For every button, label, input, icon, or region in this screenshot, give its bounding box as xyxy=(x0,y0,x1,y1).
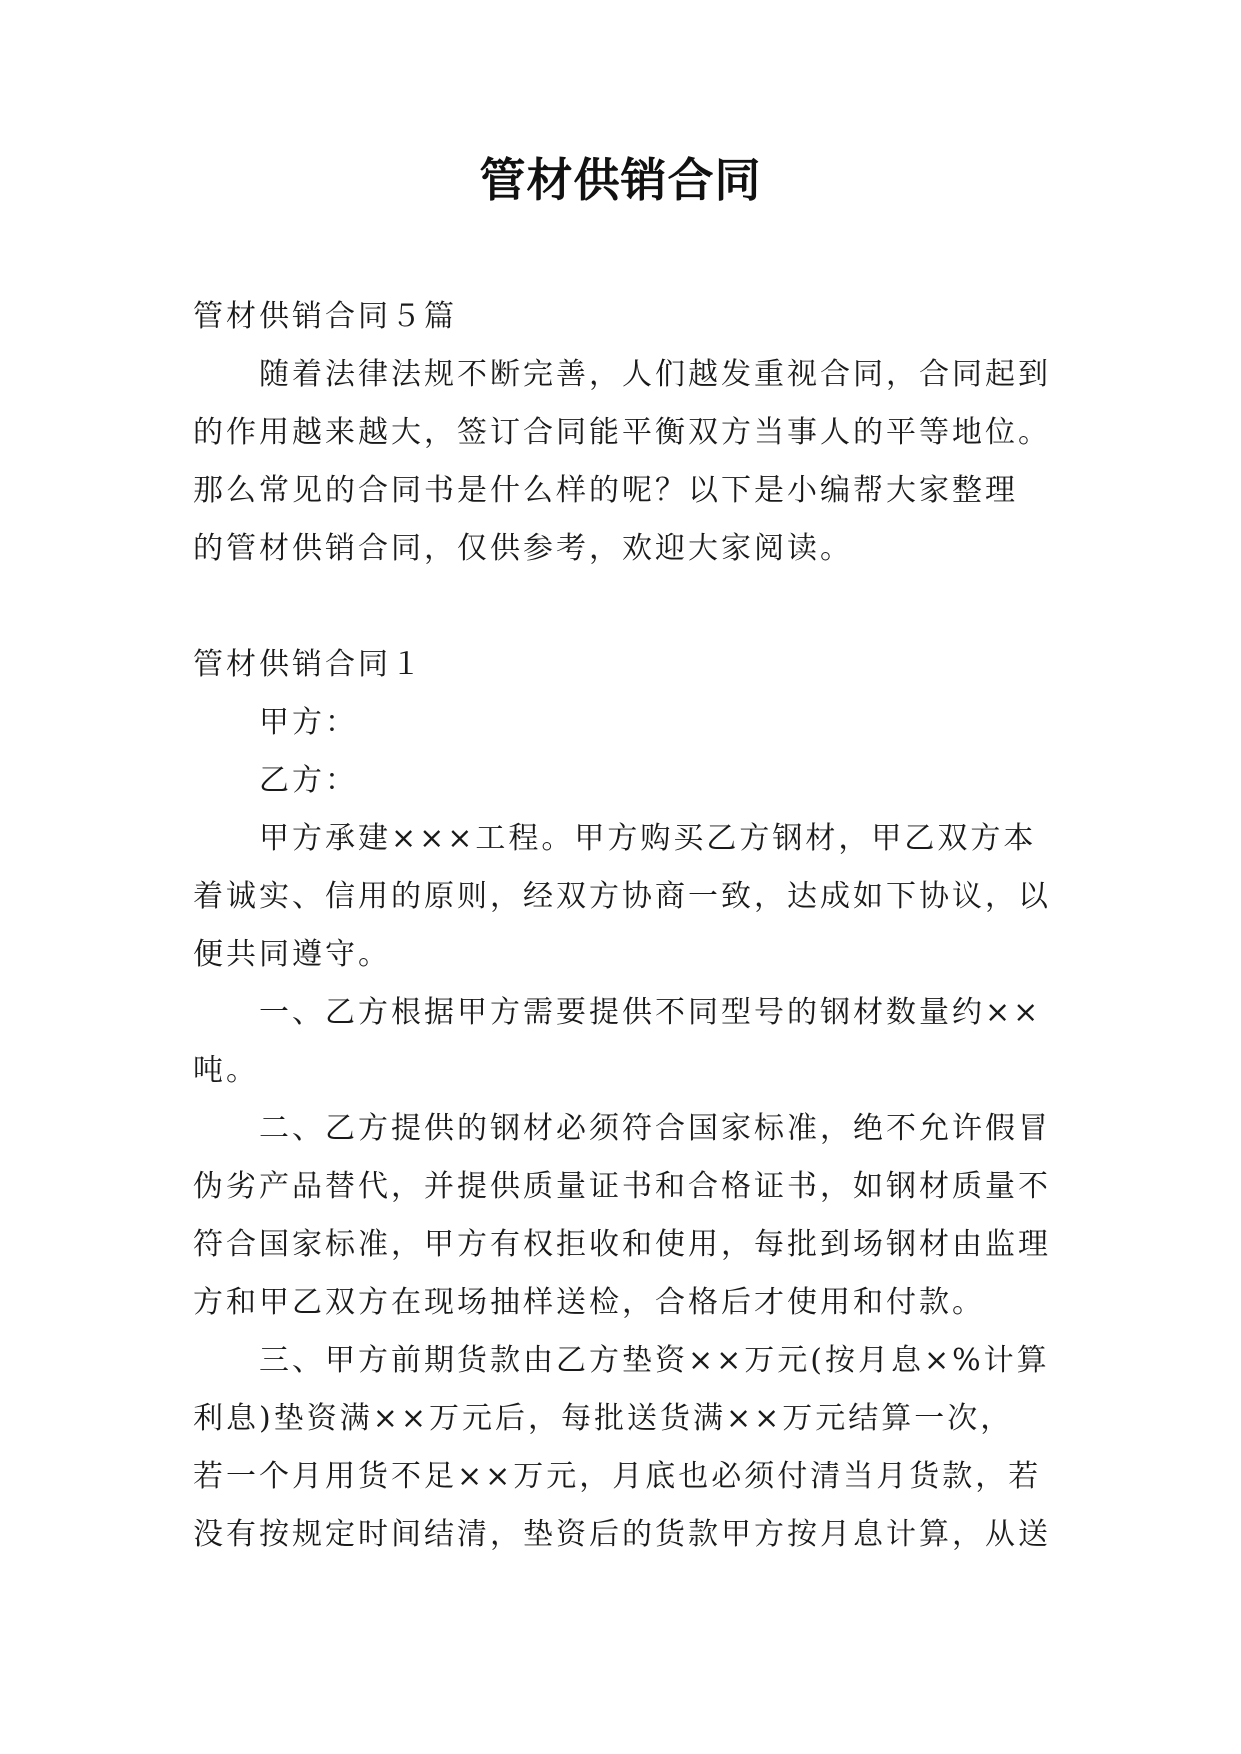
preamble-line: 便共同遵守。 xyxy=(193,937,391,972)
document-title: 管材供销合同 xyxy=(479,153,762,207)
clause-line: 没有按规定时间结清，垫资后的货款甲方按月息计算，从送 xyxy=(193,1517,1051,1552)
intro-line: 的作用越来越大，签订合同能平衡双方当事人的平等地位。 xyxy=(193,415,1051,450)
intro-line: 的管材供销合同，仅供参考，欢迎大家阅读。 xyxy=(193,531,853,566)
party-a-line: 甲方： xyxy=(259,705,358,740)
clause-line: 一、乙方根据甲方需要提供不同型号的钢材数量约×× xyxy=(259,995,1042,1030)
clause-3 xyxy=(193,1332,1053,1564)
clause-2 xyxy=(193,1100,1053,1332)
clause-line: 方和甲乙双方在现场抽样送检，合格后才使用和付款。 xyxy=(193,1285,985,1320)
clause-line: 三、甲方前期货款由乙方垫资××万元(按月息×%计算 xyxy=(259,1343,1050,1378)
clause-line: 若一个月用货不足××万元，月底也必须付清当月货款，若 xyxy=(193,1459,1042,1494)
clause-line: 利息)垫资满××万元后，每批送货满××万元结算一次， xyxy=(193,1401,1014,1436)
intro-paragraph xyxy=(193,346,1053,578)
clause-line: 符合国家标准，甲方有权拒收和使用，每批到场钢材由监理 xyxy=(193,1227,1051,1262)
intro-line: 随着法律法规不断完善，人们越发重视合同，合同起到 xyxy=(259,357,1051,392)
intro-line: 那么常见的合同书是什么样的呢？以下是小编帮大家整理 xyxy=(193,473,1018,508)
clause-1 xyxy=(193,984,1053,1100)
preamble-line: 甲方承建×××工程。甲方购买乙方钢材，甲乙双方本 xyxy=(259,821,1037,856)
clause-line: 吨。 xyxy=(193,1053,259,1088)
subtitle: 管材供销合同５篇 xyxy=(193,299,457,334)
preamble-line: 着诚实、信用的原则，经双方协商一致，达成如下协议，以 xyxy=(193,879,1051,914)
section-heading: 管材供销合同１ xyxy=(193,647,424,682)
clause-line: 二、乙方提供的钢材必须符合国家标准，绝不允许假冒 xyxy=(259,1111,1051,1146)
blank-line xyxy=(193,578,1053,636)
party-b-line: 乙方： xyxy=(259,763,358,798)
document-body xyxy=(193,288,1053,1564)
clause-line: 伪劣产品替代，并提供质量证书和合格证书，如钢材质量不 xyxy=(193,1169,1051,1204)
preamble-paragraph xyxy=(193,810,1053,984)
